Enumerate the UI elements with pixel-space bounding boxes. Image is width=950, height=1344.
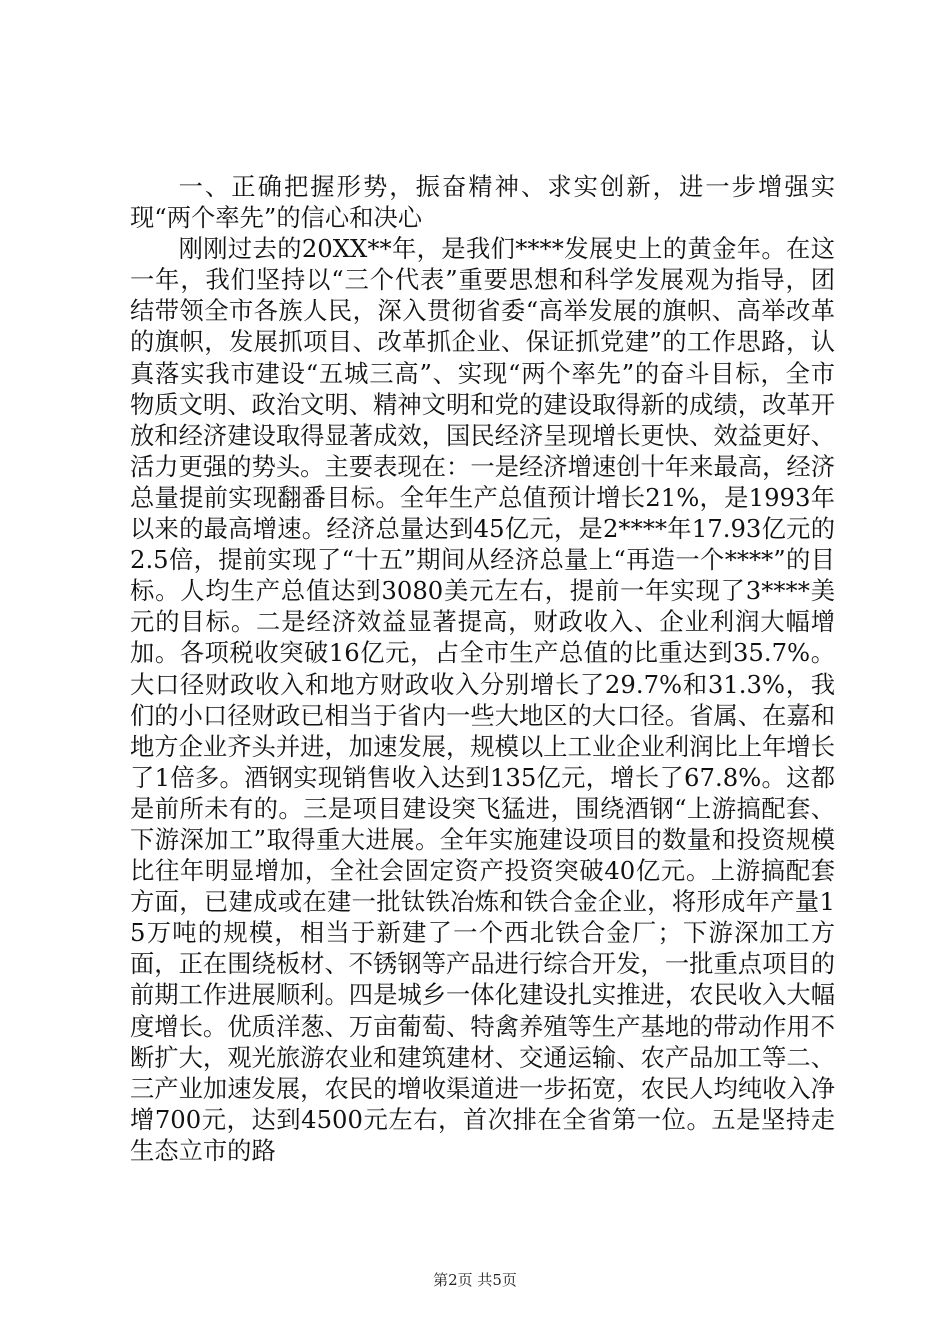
body-paragraph: 刚刚过去的20XX**年，是我们****发展史上的黄金年。在这一年，我们坚持以“三个代表”重要思想和科学发展观为指导，团结带领全市各族人民，深入贯彻省委“高举发展的旗帜、高举改革的旗帜，发展抓项目、改革抓企业、保证抓党建”的工作思路，认真落实我市建设“五城三高”、实现“两个率先”的奋斗目标，全市物质文明、政治文明、精神文明和党的建设取得新的成绩，改革开放和经济建设取得显著成效，国民经济呈现增长更快、效益更好、活力更强的势头。主要表现在：一是经济增速创十年来最高，经济总量提前实现翻番目标。全年生产总值预计增长21%，是1993年以来的最高增速。经济总量达到45亿元，是2****年17.93亿元的2.5倍，提前实现了“十五”期间从经济总量上“再造一个****”的目标。人均生产总值达到3080美元左右，提前一年实现了3****美元的目标。二是经济效益显著提高，财政收入、企业利润大幅增加。各项税收突破16亿元，占全市生产总值的比重达到35.7%。大口径财政收入和地方财政收入分别增长了29.7%和31.3%，我们的小口径财政已相当于省内一些大地区的大口径。省属、在嘉和地方企业齐头并进，加速发展，规模以上工业企业利润比上年增长了1倍多。酒钢实现销售收入达到135亿元，增长了67.8%。这都是前所未有的。三是项目建设突飞猛进，围绕酒钢“上游搞配套、下游深加工”取得重大进展。全年实施建设项目的数量和投资规模比往年明显增加，全社会固定资产投资突破40亿元。上游搞配套方面，已建成或在建一批钛铁冶炼和铁合金企业，将形成年产量15万吨的规模，相当于新建了一个西北铁合金厂；下游深加工方面，正在围绕板材、不锈钢等产品进行综合开发，一批重点项目的前期工作进展顺利。四是城乡一体化建设扎实推进，农民收入大幅度增长。优质洋葱、万亩葡萄、特禽养殖等生产基地的带动作用不断扩大，观光旅游农业和建筑建材、交通运输、农产品加工等二、三产业加速发展，农民的增收渠道进一步拓宽，农民人均纯收入净增700元，达到4500元左右，首次排在全省第一位。五是坚持走生态立市的路: [130, 234, 835, 1165]
section-heading: 一、正确把握形势，振奋精神、求实创新，进一步增强实现“两个率先”的信心和决心: [130, 172, 835, 233]
document-body: [130, 171, 835, 1166]
page-footer: 第2页 共5页: [433, 1271, 517, 1289]
